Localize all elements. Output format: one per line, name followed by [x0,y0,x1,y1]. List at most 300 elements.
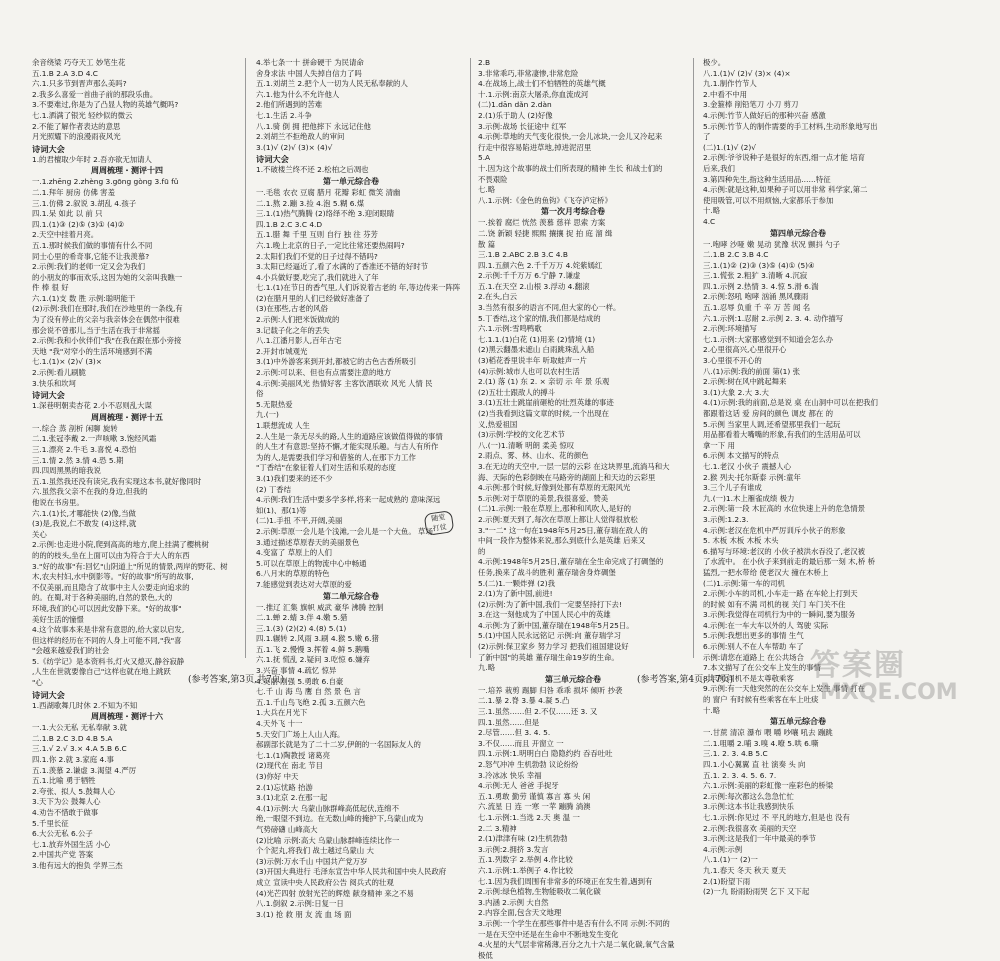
answer-line: 五.1.千山鸟飞绝 2.孤 3.五颜六色 [256,697,366,707]
answer-line: 2.示例:怒吼 咆哮 汹涌 黑风骤雨 [703,292,809,302]
answer-line: 2.(1)忘忧路 抬游 [256,782,313,792]
answer-line: 一.综合 蒸 剖析 闲聊 旋转 [32,423,118,433]
answer-line: 4.示例:1948年5月25日,董存瑞在全生命完成了打碉堡的 [478,557,664,567]
answer-line: 五.1. 2. 3. 4. 5. 6. 7. [703,770,777,780]
answer-line: 2.示例:绿色植物,生物能吸收二氧化碳 [478,887,601,897]
answer-line: "会越来越爱我们的社会 [32,646,110,656]
answer-line: 七.1.示例:1.当选 2.天 奥 温 一 [478,812,580,822]
answer-line: 3.天下为公 鼓舞人心 [32,797,101,807]
answer-line: 2.中国共产党 答案 [32,850,94,860]
answer-line: 五.1.刘胡兰 2.把个人一切为人民无私奉献的人 [256,79,408,89]
answer-line: (2)示例:为了新中国,我们一定要坚持打下去! [478,599,622,609]
answer-line: 5.无限热爱 [256,399,293,409]
answer-line: (二)1.dān dǎn 2.dàn [478,100,552,110]
answer-line: 3."好的故事"有:回忆"山阴道上"所见的情景,两岸的野花、树 [32,561,228,571]
answer-line: 4.示例:美丽风光 热情好客 主客饮酒联欢 风光 人情 民 [256,378,433,388]
answer-line: (2)示例:保卫家乡 努力学习 把我们祖国建设好 [478,642,629,652]
footer-left-page-number: (参考答案,第3页,共7页) [188,675,285,685]
answer-line: 3.太阳已经逼近了,看了水满的了香准还不错的好时节 [256,262,428,272]
answer-line: 3.示例:2.拥挤 3.发言 [478,844,549,854]
answer-line: 八.1.江潘月影人,百年古宅 [256,336,342,346]
subsection-heading: 诗词大会 [32,143,65,154]
answer-line: 3.示例:我觉得在司机行为中的一瞬间,要为服务 [703,610,856,620]
answer-line: 6.大公无私 6.公子 [32,829,93,839]
answer-line: 3.(1)√ (2)√ (3)× (4)√ [256,142,333,152]
answer-line: 3.不仅……而且 开窗立 一 [478,738,564,748]
answer-line: 一.咆哮 沙哑 嫩 晃动 犹豫 状况 颤抖 勺子 [703,239,841,249]
answer-line: 七.1.(1)陶教授 诸葛亮 [256,750,330,760]
answer-line: 4.示例:我们生活中要多学多样,将来一起成熟的 意味深远 [256,495,441,505]
answer-line: 二.饶 新颖 轻捷 熙熙 攘攘 捉 拍 庭 溜 缉 [478,228,613,238]
answer-line: 如(1)、那(1)等 [256,505,307,515]
answer-line: 3.(1)我们要来的还不少 [256,473,333,483]
answer-line: 一.毛毯 农衣 豆腐 腊月 花瓣 彩虹 微笑 清幽 [256,187,401,197]
answer-line: 2.尽管……但 3. 4. 5. [478,728,551,738]
answer-line: 九.1.春天 冬天 秋天 夏天 [703,865,786,875]
answer-line: 月光照耀下的浪漫雨夜风光 [32,132,121,142]
answer-line: 五.1.腊 舞 千里 互则 自行 独 往 芬芳 [256,230,378,240]
answer-line: 三.1.慌张 2.粗犷 3.清晰 4.沉寂 [703,271,808,281]
answer-line: 3.(1)五壮士跳崖前砸枪的壮烈英雄的事迹 [478,398,614,408]
column-1 [32,58,228,870]
answer-line: 三.1.情 2.然 3.情 4.恐 5.期 [32,455,124,465]
answer-line: 三.1.√ 2.√ 3.× 4.A 5.B 6.C [32,744,127,754]
answer-line: 十.略 [703,705,721,715]
answer-line: (二)1.手扭 不平,开阔,美丽 [256,516,343,526]
answer-line: 同士心里的希奇事,它能不让我羡慕? [32,251,150,261]
answer-line: 二.1.暴 2.脊 3.暴 4.凝 5.凸 [478,696,570,706]
answer-line: 二.1.熬 2.蹦 3.捡 4.泡 5.糊 6.煤 [256,198,365,208]
answer-line: 不畏艰险 [478,174,508,184]
answer-line: 四.1.示例 2.热情 3. 4.惊 5.滑 6.湍 [703,281,819,291]
answer-line: 6.描写与环境:老汉的 小伙子被洪水吞没了,老汉被 [703,546,866,556]
answer-line: 3.示例:一个学生在那些事件中是否有什么不同 示例:不同的 [478,918,670,928]
answer-line: 五.1.忍辱 负重 千 辛 万 苦 闻 名 [703,303,811,313]
answer-line: 9.示例:有一天他突然的在公交车上发生 事情 打在 [703,684,866,694]
answer-line: 七.1.示例:大家都感觉到不知道会怎么办 [703,334,834,344]
column-divider [470,58,471,658]
answer-line: 一.1.大公无私 无私奉献 3.就 [32,723,128,733]
answer-line: 4.火星的大气层非常稀薄,百分之九十六是二氧化碳,氧气含量 [478,940,675,950]
answer-line: 4.示例:为了新中国,董存瑞在1948年5月25日。 [478,620,634,630]
answer-line: 4.小兵做好要,吃完了,我们就进入了年 [256,272,379,282]
answer-line: (2)一九 盼雨盼雨哭 乞下 又下起 [703,887,810,897]
answer-line: 七.1.老汉 小伙子 震撼人心 [703,461,792,471]
answer-line: 3.不要难过,你是为了凸显人物的英雄气概吗? [32,100,179,110]
answer-line: 2.示例:爷爷说种子是很好的东西,细一点才能 培育 [703,153,866,163]
answer-line: 气势磅礴 山峰高大 [256,824,318,834]
answer-line: 五.1.那时候我们做的事情有什么不同 [32,240,153,250]
answer-line: 2.(1)盼望下雨 [703,876,751,886]
answer-line: 5.丁香结,这个家的情,我们都是结成的 [478,313,601,323]
answer-line: 4.示例:无人 爸爸 手捉牙 [478,781,559,791]
answer-line: "心 [32,678,43,688]
answer-line: 6.示例 本文描写的特点 [703,451,779,461]
answer-line: 一.1.zhēng 2.zhèng 3.gōng gòng 3.fū fǔ [32,177,179,187]
answer-line: 十.1.示例:南京大屠杀,你血流成河 [478,89,589,99]
answer-line: 4.示例:在一车大车以外的人 驾驶 实际 [703,620,829,630]
answer-line: 六.流星 日 连 一寒 一苹 蹦腾 淌澳 [478,802,591,812]
answer-line: 5.《纺学记》是本资料书,灯火又熄灭,静谷寂静 [32,656,185,666]
answer-line: 4.示例:就是这种,如果种子可以用非常 科学家,第二 [703,185,868,195]
answer-line: 5.(二)1.一颗炸弹 (2)我 [478,578,556,588]
answer-line: ,人生在世就要像自己"这样也就在地上跳跃 [32,667,171,677]
answer-line: 七.1.洒满了银光 轻纱似的微云 [32,110,133,120]
answer-line: 三.1.虽然……但 2.不仅……还 3. 又 [478,707,598,717]
answer-line: 4.示例:草地的天气变化很快,一会儿冰块,一会儿又冷起来 [478,132,663,142]
answer-line: 3.示例:战场 长征途中 红军 [478,121,567,131]
answer-line: 三.1.(3) (2)(2) 4.(8) 5.(1) [256,623,347,633]
answer-line: 2.示例:千千万万 6.宁静 7.谦虚 [478,271,581,281]
answer-line: 2.夸张、拟人 5.鼓舞人心 [32,786,115,796]
answer-line: 四.1.B 2.C 3.C 4.D [256,219,323,229]
answer-line: 四.四周黑黑的暗我说 [32,466,101,476]
answer-line: 3.(1)北京 2.在那一起 [256,793,328,803]
answer-line: 2.示例:草原一会儿是个浅滩,一会儿是一个大鱼。 草场 [256,526,433,536]
answer-line: 3.第四种先生,指这种生活用品……特征 [703,174,831,184]
answer-line: 十.略 [703,206,721,216]
answer-line: 5.天安门广场上人山人海。 [256,729,345,739]
answer-line: 五.1.勇敢 勤劳 谨慎 寡言 寡 头 闲 [478,791,591,801]
answer-line: (2)黑云翻墨未遮山 白雨跳珠乱入船 [478,345,595,355]
answer-line: 2.猴 列夫·托尔斯泰 示例:童年 [703,472,801,482]
answer-line: (3)示例:学校的文化艺术节 [478,430,565,440]
answer-line: 5.示例 当家里人调,还希望那里我们一起玩 [703,419,841,429]
answer-line: 七.1.生活 2.斗争 [256,110,312,120]
answer-line: 八.(1)示例:我的前面 第(1) 张 [703,366,800,376]
answer-line: 的。在蜀,对于各种美丽的,自然的景色,大的 [32,593,173,603]
answer-line: (2)比喻 示例:高大 乌蒙山脉群峰连续比作一 [256,835,400,845]
answer-line: 4.劝告不惜敢于做事 [32,808,99,817]
answer-line: 二.1.咀嚼 2.哺 3.嗅 4.嘹 5.哄 6.嘶 [703,738,819,748]
answer-line: 六.1.(1)支 数 胜 示例:聪明能干 [32,293,136,303]
answer-line: (2)现代在 南北 节目 [256,761,323,771]
answer-line: 4.这个故事本来是非常有意思的,给大家以启发, [32,625,185,635]
answer-line: 但这样的经历在不同的人身上可能不同,"我"喜 [32,635,182,645]
answer-line: 为了没有停止的父亲与我亲体会在偶然中很难 [32,315,180,325]
answer-line: 2.天空中挂着月亮。 [32,230,99,240]
answer-line: 4.示例:示例 [703,844,743,854]
column-3 [478,58,675,960]
answer-line: 3.(1)中外游客来到开封,都被它的古色古香所吸引 [256,357,417,367]
answer-line: 3.通过描述草原春天的美丽景色 [256,537,360,547]
answer-line: 五.1.虽然我还没有读完,我有实现这本书,就好像同时 [32,476,202,486]
answer-line: 2.示例:夏天到了,每次在草原上都让人觉得很放松 [478,514,638,524]
answer-line: 都跟着这话 爱 房间的颜色 调皮 都在 的 [703,409,833,418]
watermark-url: MXQE.COM [820,680,958,705]
section-heading: 第一单元综合卷 [323,176,379,186]
answer-line: 二.1.B 2.C 3.D 4.B 5.A [32,733,113,743]
answer-line: 5.A [478,153,491,163]
answer-line: 九.略 [478,663,496,673]
answer-line: (2) 丁香结 [256,484,291,494]
answer-line: 十.因为这个故事的战士们所表现的精神 生长 和战士们的 [478,163,663,173]
answer-line: 六.1.示例:雪鸣鸭歌 [478,324,542,334]
answer-line: 猛烈,一把水带给 使老汉大 撞在木桥上 [703,567,829,577]
answer-line: 五.1.飞 2.慢慢 3.挥着 4.鲜 5.鹅嘴 [256,644,370,654]
answer-line: 2.示例:也走进小院,爬到高高的地方,爬上挂满了樱桃树 [32,540,209,550]
answer-line: 2.我多么喜爱一首曲子前的那段乐曲。 [32,89,158,99]
answer-line: 四.1.小心翼翼 直 社 演奏 头 向 [703,760,806,769]
answer-line: 九.(一) [256,410,279,420]
answer-line: 4.(1)示例:大 乌蒙山脉群峰高低起伏,连绵不 [256,803,399,813]
answer-line: 3.他有远大的抱负 学界三杰 [32,860,123,870]
answer-line: 海、天际的色彩倒映在马路旁的湖面上和天边的云彩里 [478,472,656,482]
answer-line: 二.1.张冠李戴 2.一声咳嗽 3.饱经风霜 [32,434,157,444]
answer-line: 拿一下 用 [703,440,735,450]
section-heading: 第五单元综合卷 [770,717,826,727]
section-heading: 周周梳理・测评十五 [91,412,163,422]
answer-line: 2.雨点、雾、林、山水、花的颜色 [478,451,589,461]
answer-line: 六.1.只多节到晋声那么美吗? [32,79,127,89]
answer-line: 的 [478,546,486,556]
answer-line: 五.1.B 2.A 3.D 4.C [32,68,98,78]
answer-line: 2.示例:我们的老师一定又会为我们 [32,262,146,272]
answer-line: 1.联想流成 人生 [256,421,310,430]
answer-line: 六.1.(1)长,才哪能快 (2)像,当做 [32,508,136,518]
answer-line: 中间一段作为整体来说,那么到底什么是英雄 后来又 [478,536,646,546]
answer-line: (3)示例:万水千山 中国共产党万岁 [256,856,368,866]
answer-line: 3.冷冰冰 快乐 幸福 [478,770,542,780]
answer-line: 2.示例:人们把米饭做成的 [256,315,340,325]
answer-line: (3)你好 中天 [256,772,299,781]
answer-line: 一.推辽 汇集 旗帜 威武 豪华 沸腾 控制 [256,602,384,612]
answer-line: 六.1.示例:1.举例子 4.作比较 [478,865,573,875]
watermark-logo: 答案圈 [810,648,906,683]
answer-line: 4.(1)示例:我的前面,总是说 桌 在山洞中可以在把我们 [703,398,878,408]
section-heading: 第四单元综合卷 [770,228,826,238]
answer-line: 六.虽然我父亲不在我的身边,但我的 [32,487,148,497]
answer-line: 成立 宣读中央人民政府公告 阅兵式的壮观 [256,877,394,887]
answer-line: 3.在无边的天空中,一层一层的云彩 在这块界里,流淌马和大 [478,461,670,471]
answer-line: 件 棒 很 好 [32,283,69,293]
answer-line: 2.人生是一条无尽头的路,人生的道路应该做值得做的事情 [256,431,443,441]
answer-line: 2.二 3.精神 [478,823,517,833]
answer-line: 4.变富了 草原上的人们 [256,548,332,558]
answer-line: 3.快乐和坎坷 [32,378,77,388]
answer-line: 不仅美丽,而且隐含了故事中主人公要走向追求的 [32,582,190,592]
footer-right-page-number: (参考答案,第4页,共7页) [637,675,734,685]
answer-line: 3.心里很不开心的 [703,356,762,366]
answer-line: 2.B [478,58,491,67]
answer-line: 了 [703,132,711,142]
answer-line: 三.1. 2. 3. 4.B 5.C [703,749,768,759]
answer-line: (二)1.示例:一般在草原上,那种和风吹人,是好的 [478,504,632,514]
answer-line: 俗 [256,389,264,399]
answer-line: 六.1.示例:1.忍耐 2.示例 2. 3. 4. 动作描写 [703,313,844,323]
answer-line: 四.1.呆 如此 以 前 只 [32,209,103,219]
answer-line: 八.1.(1)一 (2)一 [703,855,758,865]
answer-line: 2.(1) 落 (1) 东 2. × 亲切 示 年 景 乐观 [478,377,610,387]
section-heading: 第一次月考综合卷 [541,207,605,217]
answer-line: 4.示例:竹节人做好后的那种兴奋 感激 [703,110,826,120]
answer-line: 2.内容全面,包含天文地理 [478,908,562,918]
answer-line: 2.在头,白云 [478,292,517,302]
answer-line: 6.示例:别人不在人车帮助 车了 [703,642,804,652]
answer-line: 2.刘胡兰不拒绝敌人的审问 [256,132,345,142]
answer-line: 他说在书房里。 [32,497,84,507]
answer-line: 七.1.放弃外国生活 小心 [32,839,111,849]
answer-line: 八.1.骑 倒 拥 把他摔下 永远记住他 [256,121,371,131]
answer-line: 任务,换来了战斗的胜利 董存瑞舍身炸碉堡 [478,567,616,577]
answer-line: 3.示例:1.2.3. [703,514,749,524]
answer-line: 用品都看着大嘴嘴的形象,有我们的生活用品可以 [703,430,861,440]
column-divider [245,58,246,658]
answer-line: (4)光芒四射 放射光芒的辉煌 献身精神 来之不易 [256,888,414,898]
answer-line: 舍身求法 中国人失掉自信力了吗 [256,68,362,78]
answer-line: 3.非常乖巧,菲常凄惨,非常危险 [478,68,579,78]
answer-line: 八.1.(1)√ (2)√ (3)× (4)× [703,68,791,78]
answer-line: 3.示例:这是我们一年中最美的季节 [703,834,817,844]
answer-line: 七.千 山 海 鸟 鹰 自 然 景 色 言 [256,687,361,697]
answer-line: 5.(1)中国人民永远铭记 示例:向 董存瑞学习 [478,631,621,641]
answer-line: 2.中看不中用 [703,89,748,99]
answer-line: 7.本文描写了在公交车上发生的事情 [703,663,821,673]
handwritten-stamp: 随堂 打仗 [424,510,455,536]
answer-line: (2)在腊月里的人们已经做好准备了 [256,293,370,303]
answer-line: 3.兴奋 事情 4.疏忆 惊异 [256,666,337,676]
answer-line: 示例:请您在道路上 在公共场合 [703,652,804,662]
answer-line: 2.示例:每次都这么急急忙忙 [703,791,794,801]
answer-line: 3.记载子化之年的丢失 [256,325,330,335]
answer-line: 2.不能了解作者表达的意思 [32,121,121,131]
answer-line: 7.能感觉到表达对大草原的爱 [256,579,352,589]
answer-line: 八.(一)1.清晰 明朗 柔美 惊叹 [478,440,575,450]
answer-line: 3."一二" 这一句在1948年5月25日,董存瑞在敌人的 [478,525,648,535]
answer-line: 的 窗户 有时候有些乘客在车上吐痰 [703,695,819,705]
answer-line: 5. 木板 木板 木板 木头 [703,536,779,546]
answer-line: 4.天外飞 十一 [256,719,303,729]
subsection-heading: 诗词大会 [256,154,289,165]
answer-line: 一.挨着 腐烂 恍然 羡慕 慈祥 思索 方案 [478,218,606,228]
answer-line: 4.C [703,216,716,226]
answer-line: 3.三个儿子有谁成 [703,483,762,493]
answer-line: 5.千里长征 [32,818,69,828]
answer-line: 三.1.仿佛 2.叙说 3.胡乱 4.孩子 [32,198,137,208]
answer-line: 二.1.拜年 厨房 仿佛 害羞 [32,187,115,197]
answer-line: (3)稻花香里说丰年 听取蛙声一片 [478,356,587,366]
answer-line: 七.1.示例:你见过 不 平凡的地方,但是也 没有 [703,812,850,822]
column-2 [256,58,461,919]
answer-line: 七.1.1.(1)白花 (1)用来 (2)情境 (1) [478,334,596,344]
answer-line: 4.示例:那个时候,好像到处都有草原的无限风光 [478,483,631,493]
answer-line: 六.1.示例:美丽的彩虹像一座彩色的桥梁 [703,781,834,791]
answer-line: 关心 [32,529,47,539]
answer-line: 3.金箍棒 削铅笔刀 小刀 剪刀 [703,100,799,110]
answer-line: 那会说不曾那儿,当于生活在我于非常摇 [32,325,160,335]
answer-line: 2.示例:我很喜欢 美丽的天空 [703,823,797,833]
subsection-heading: 诗词大会 [32,689,65,700]
answer-line: 1.深巷明朝卖杏花 2.小不忍则乱大谋 [32,401,152,411]
answer-line: 2.示例:可以来、但也有点需要注意的地方 [256,368,392,378]
answer-line: 七.略 [478,185,496,195]
answer-line: 义,热爱祖国 [478,419,518,429]
answer-line: 了水流中。 在小伙子来到前走的最后那一刻 木,桥 桥 [703,557,875,567]
answer-line: 2.(1)津津有味 (2)生机勃勃 [478,834,568,844]
answer-line: 天地 "我"对窄小的生活环境感到不满 [32,346,153,356]
answer-line: 3.在这一刻他成为了中国人民心中的英雄 [478,610,611,620]
answer-line: 极低 [478,950,493,960]
answer-line: 4.示例:老汉在危机中严厉训斥小伙子的形象 [703,525,846,535]
answer-line: 一.甘蔗 清凉 瀑布 喂 嚼 吵嚷 吼去 蹦跳 [703,728,833,738]
answer-line: 1.的君檀取少年时 2.吾亦欲无加请人 [32,154,152,164]
answer-line: 2.太阳们我们不觉的日子过得不错吗? [256,251,378,261]
answer-line: 2.示例:第一段 木匠高的 水位快速上升的危急情景 [703,504,866,514]
answer-line: 的小朋友的事而欢乐,这因为她的父亲叫我瞧一 [32,272,183,282]
answer-line: 郝副部长就是为了二十二岁,伊朗的一名国际友人的 [256,740,421,750]
answer-line: 九.1.制作竹节人 [703,79,757,89]
section-heading: 周周梳理・测评十四 [91,166,163,176]
answer-line: (二)1.(1)√ (2)√ [703,142,756,152]
answer-line: 使用吸管,可以不用烦恼,大家都乐于参加 [703,195,834,205]
answer-line: 二.1.B 2.C 3.B 4.C [703,250,769,260]
answer-line: 七.1.(1)× (2)√ (3)× [32,357,102,367]
answer-line: 四.1.五颜六色 2.千千万万 4.姹紫嫣红 [478,260,603,270]
answer-line: 3.示例:这本书让我感到快乐 [703,802,794,812]
answer-line: 为的人,是需要我们学习和借鉴的人,在那下力工作 [256,452,416,462]
answer-line: 一.培养 栽剪 踢脚 归咎 乖乖 损坏 倾听 抄袭 [478,685,623,695]
answer-line: 行走中很容易陷进草地,掉进泥沼里 [478,142,592,152]
answer-line: 五.1.列数字 2.举例 4.作比较 [478,855,573,865]
answer-line: 五.1.羡慕 2.谦虚 3.渴望 4.严厉 [32,765,137,775]
answer-line: 五.1.在天空 2.山根 3.浮动 4.翻滚 [478,281,590,291]
section-heading: 第三单元综合卷 [545,674,601,684]
answer-line: 七.1.因为我们周围有非常多的环境正在发生着,遇到有 [478,876,653,886]
answer-line: 2.(1)为了新中国,前进! [478,589,553,599]
answer-line: 5.示例:对于草原的美景,我很喜爱、赞美 [478,493,609,503]
answer-line: 1.大兵在月光下 [256,708,308,718]
answer-line: 后来,我们 [703,163,735,173]
answer-line: 木,农夫村妇,水中倒影等。"好的故事"所写的故事, [32,572,194,582]
answer-line: 2.示例:树在风中跳起舞来 [703,377,787,387]
answer-line: 2.示例:环境描写 [703,324,757,334]
answer-line: 3.(1) 抢 救 朋 友 流 血 场 面 [256,909,352,919]
answer-line: 2.示例:小车的司机,小车走一路 在车轮上打到天 [703,589,858,599]
answer-line: 5.示例:我想出更多的事情 生气 [703,631,804,641]
answer-line: 环境,我们的心可以因此安静下来。"好的故事" [32,603,182,613]
answer-line: 余音绕梁 巧夺天工 妙笔生花 [32,58,126,67]
answer-line: 七.1.(1)在节日的香气里,人们诉说着古老的 年,等边传来一阵阵 [256,283,461,293]
answer-line: 极少。 [703,58,726,67]
subsection-heading: 诗词大会 [32,390,65,401]
answer-line: (2)当我看到这篇文章的时候,一个出现在 [478,409,610,418]
section-heading: 周周梳理・测评十六 [91,712,163,722]
section-heading: 第二单元综合卷 [323,591,379,601]
answer-line: 二.1.蝉 2.蜻 3.伴 4.嫩 5.猎 [256,613,348,623]
answer-line: 八.1.倒叙 2.示例:日复一日 [256,899,344,909]
answer-line: (2)示例:我们在那时,我们在沙地里的一条线,有 [32,304,183,314]
answer-line: "丁香结"在象征着人们对生活和乐观的态度 [256,463,396,473]
answer-line: 5.示例:竹节人的制作需要的手工材料,生动形象地写出 [703,121,878,131]
answer-line: 的时候 如有不满 司机的视 关门 车门关不住 [703,599,846,609]
answer-line: (2)五壮士跟敌人的搏斗 [478,387,555,397]
answer-line: 六.1.他为什么不允许他人 [256,89,340,99]
answer-line: 三.1.漂亮 2.牛毛 3.喜悦 4.恐怕 [32,445,137,454]
answer-line: 2.示例:我和小伙伴们"我"在我在跟在那小旁接 [32,336,182,346]
answer-line: 美好生活的憧憬 [32,614,84,624]
answer-line: 六.1.晚上北京的日子,一定比往常还要热闹吗? [256,240,405,250]
answer-line: 8.示例:司机不是太尊敬乘客 [703,673,794,683]
answer-line: 四.1.虽然……但是 [478,717,540,727]
answer-line: 四.1.示例:1.明明白白 隐隐约约 吞吞吐吐 [478,749,613,759]
answer-line: 3.(1)大象 2.大 3.大 [703,387,769,397]
answer-line: 6.八月末的草原的特色 [256,569,330,579]
answer-line: 五.1.比喻 勇于牺牲 [32,776,96,786]
answer-line: 一是在天空中还是在生命中不断地发生变化 [478,929,619,939]
answer-line: 3.内涵 2.示例 大自然 [478,897,549,907]
answer-line: 散 篇 [478,239,496,249]
answer-line: 2.开封市城观光 [256,346,308,356]
